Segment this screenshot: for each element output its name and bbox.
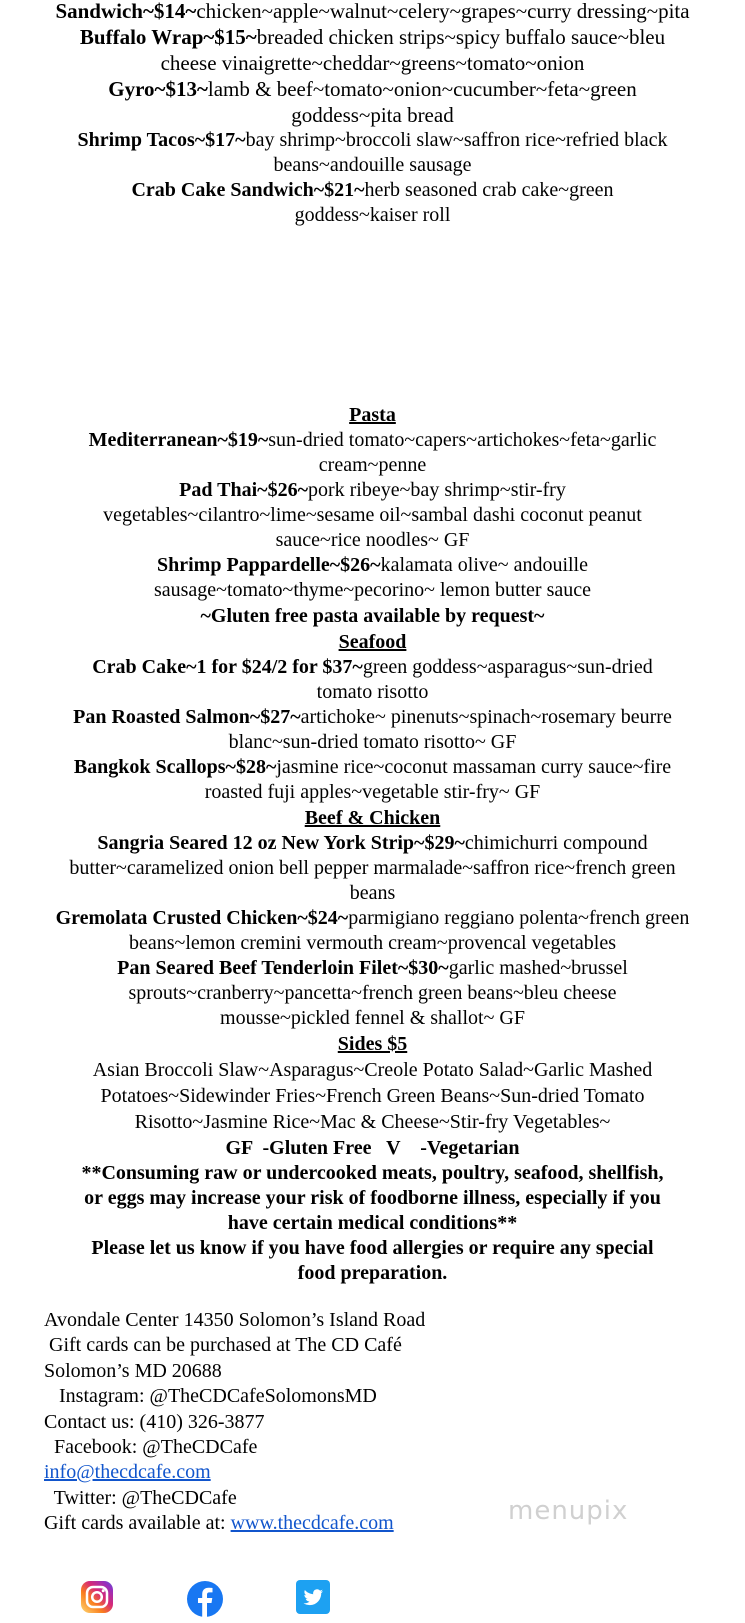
item-name: Sandwich~$14~	[55, 0, 197, 23]
item-desc: garlic mashed~brussel sprouts~cranberry~pancetta~french green beans~bleu cheese mousse~pickled fennel & shallot~ GF	[128, 957, 628, 1029]
item-desc: bay shrimp~broccoli slaw~saffron rice~refried black beans~andouille sausage	[245, 129, 668, 176]
beef-chicken-heading: Beef & Chicken	[304, 807, 441, 829]
menu-item	[30, 0, 715, 24]
menu-item	[73, 24, 673, 76]
item-name: Bangkok Scallops~$28~	[73, 756, 277, 778]
gift-card-label: Gift cards available at:	[44, 1512, 231, 1535]
item-desc: artichoke~ pinenuts~spinach~rosemary beurre blanc~sun-dried tomato risotto~ GF	[228, 706, 672, 753]
item-name: Pad Thai~$26~	[179, 479, 308, 501]
menu-item	[68, 76, 678, 128]
gift-card-note: Gift cards can be purchased at The CD Café	[44, 1334, 402, 1357]
item-name: Shrimp Pappardelle~$26~	[156, 554, 381, 576]
menu-item	[68, 831, 678, 906]
menu-item	[73, 705, 673, 755]
menu-item	[83, 956, 663, 1031]
menu-item	[138, 553, 608, 603]
item-name: Pan Roasted Salmon~$27~	[73, 706, 301, 728]
twitter-handle: Twitter: @TheCDCafe	[44, 1486, 237, 1509]
item-name: Mediterranean~$19~	[88, 429, 269, 451]
item-desc: parmigiano reggiano polenta~french green beans~lemon cremini vermouth cream~provencal vegetables	[128, 907, 690, 954]
contact-block	[44, 1308, 425, 1537]
menu-item	[63, 428, 683, 478]
diet-legend: GF -Gluten Free V -Vegetarian	[225, 1137, 520, 1159]
item-name: Pan Seared Beef Tenderloin Filet~$30~	[117, 957, 449, 979]
item-desc: jasmine rice~coconut massaman curry sauce~fire roasted fuji apples~vegetable stir-fry~ GF	[204, 756, 672, 803]
seafood-heading: Seafood	[338, 631, 407, 653]
sides-list: Asian Broccoli Slaw~Asparagus~Creole Potato Salad~Garlic Mashed Potatoes~Sidewinder Fries~French Green Beans~Sun-dried Tomato Risotto~Jasmine Rice~Mac & Cheese~Stir-fry Vegetables~	[92, 1059, 653, 1133]
city: Solomon’s MD 20688	[44, 1359, 222, 1382]
health-warning: **Consuming raw or undercooked meats, poultry, seafood, shellfish, or eggs may increase your risk of foodborne illness, especially if you have certain medical conditions**	[81, 1162, 664, 1234]
facebook-handle: Facebook: @TheCDCafe	[44, 1436, 258, 1459]
main-menu	[30, 402, 715, 1286]
menu-item	[103, 178, 643, 228]
pasta-heading: Pasta	[349, 404, 396, 426]
item-desc: chimichurri compound butter~caramelized onion bell pepper marmalade~saffron rice~french green beans	[69, 832, 676, 904]
item-name: Crab Cake~1 for $24/2 for $37~	[92, 656, 363, 678]
item-name: Sangria Seared 12 oz New York Strip~$29~	[97, 832, 465, 854]
watermark: menupix	[508, 1496, 629, 1526]
item-name: Shrimp Tacos~$17~	[77, 129, 246, 151]
website-link[interactable]: www.thecdcafe.com	[230, 1512, 394, 1535]
item-name: Gremolata Crusted Chicken~$24~	[55, 907, 349, 929]
instagram-icon[interactable]	[80, 1580, 114, 1619]
top-items	[30, 0, 715, 228]
item-name: Crab Cake Sandwich~$21~	[131, 179, 365, 201]
twitter-icon[interactable]	[296, 1580, 330, 1619]
item-desc: chicken~apple~walnut~celery~grapes~curry dressing~pita	[196, 0, 690, 23]
menu-item	[73, 478, 673, 553]
allergy-note: Please let us know if you have food allergies or require any special food preparation.	[91, 1237, 654, 1284]
item-desc: lamb & beef~tomato~onion~cucumber~feta~green goddess~pita bread	[207, 77, 637, 127]
item-desc: green goddess~asparagus~sun-dried tomato risotto	[316, 656, 653, 703]
facebook-icon[interactable]	[186, 1580, 224, 1623]
gluten-free-note: ~Gluten free pasta available by request~	[200, 605, 545, 627]
item-name: Buffalo Wrap~$15~	[79, 25, 257, 49]
sides-heading: Sides $5	[337, 1033, 408, 1055]
item-desc: herb seasoned crab cake~green goddess~kaiser roll	[294, 179, 614, 226]
phone: Contact us: (410) 326-3877	[44, 1410, 265, 1433]
menu-item	[48, 755, 698, 805]
item-name: Gyro~$13~	[108, 77, 208, 101]
menu-item	[48, 128, 698, 178]
menu-item	[63, 655, 683, 705]
item-desc: pork ribeye~bay shrimp~stir-fry vegetables~cilantro~lime~sesame oil~sambal dashi coconut peanut sauce~rice noodles~ GF	[103, 479, 642, 551]
gift-card-line	[44, 1511, 425, 1536]
item-desc: sun-dried tomato~capers~artichokes~feta~garlic cream~penne	[268, 429, 657, 476]
email-link[interactable]: info@thecdcafe.com	[44, 1461, 211, 1484]
item-desc: breaded chicken strips~spicy buffalo sauce~bleu cheese vinaigrette~cheddar~greens~tomato~onion	[160, 25, 666, 75]
menu-item	[53, 906, 693, 956]
item-desc: kalamata olive~ andouille sausage~tomato~thyme~pecorino~ lemon butter sauce	[153, 554, 592, 601]
address: Avondale Center 14350 Solomon’s Island Road	[44, 1309, 426, 1331]
instagram-handle: Instagram: @TheCDCafeSolomonsMD	[44, 1385, 377, 1408]
